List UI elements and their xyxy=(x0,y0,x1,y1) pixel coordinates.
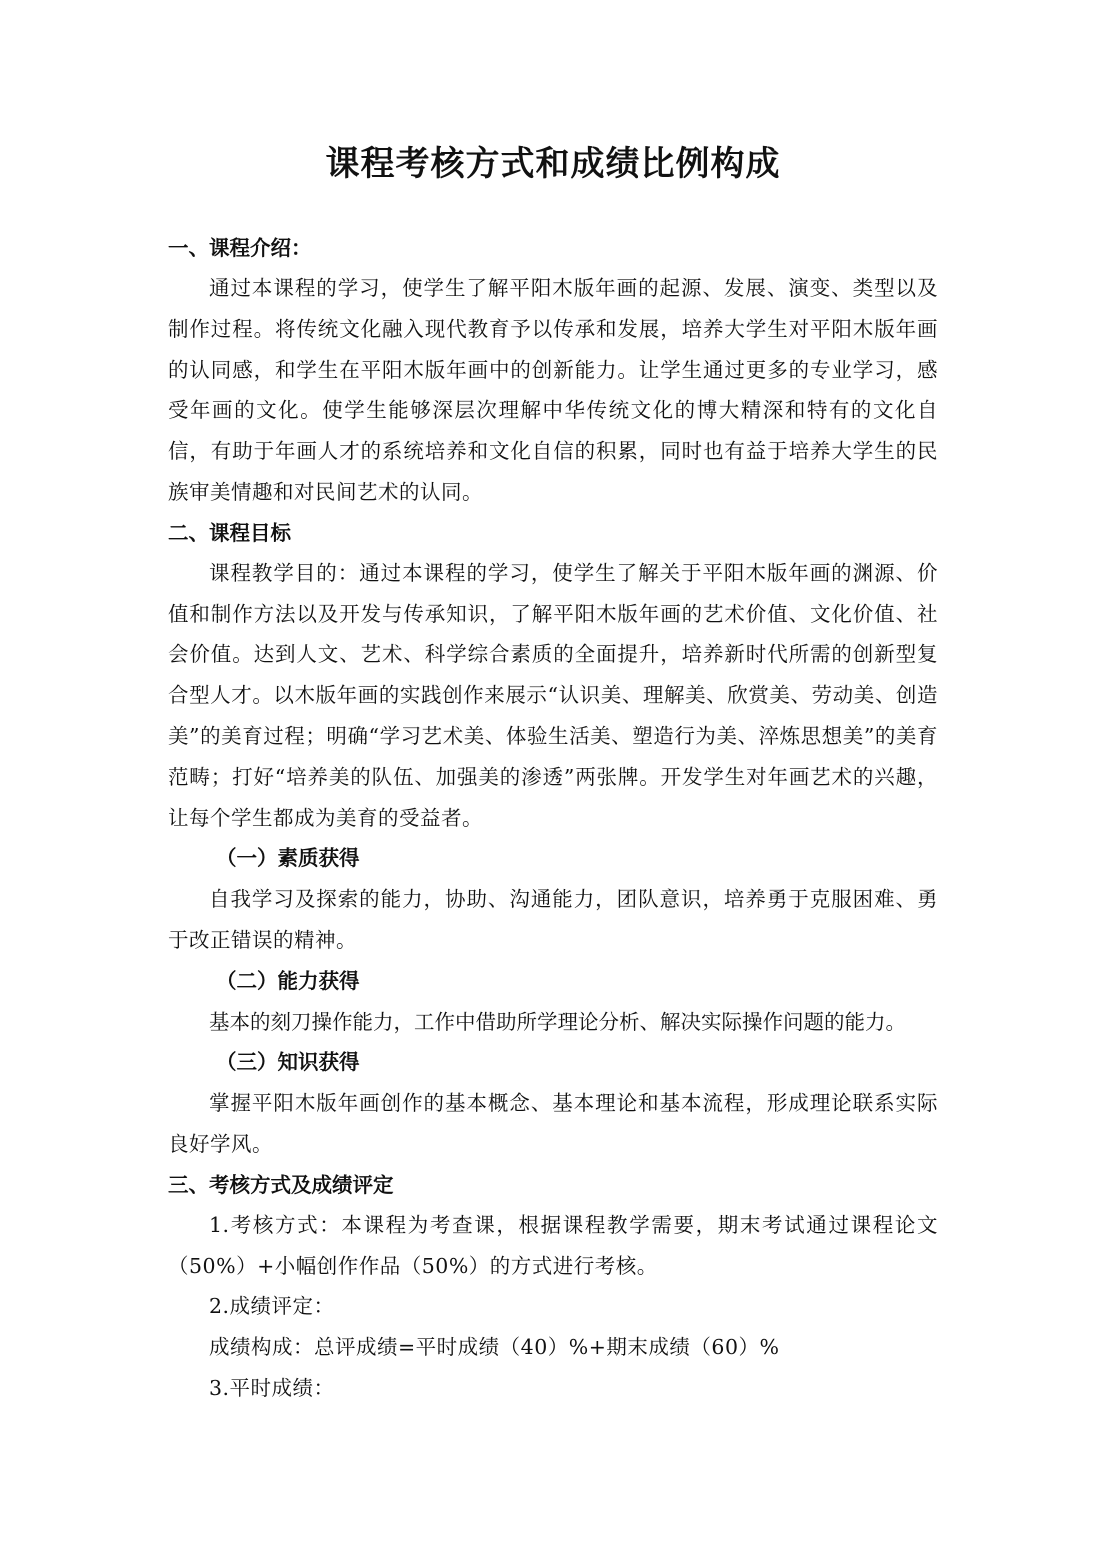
goals-paragraph: 课程教学目的：通过本课程的学习，使学生了解关于平阳木版年画的渊源、价值和制作方法以及开发与传承知识，了解平阳木版年画的艺术价值、文化价值、社会价值。达到人文、艺术、科学综合素质的全面提升，培养新时代所需的创新型复合型人才。以木版年画的实践创作来展示“认识美、理解美、欣赏美、劳动美、创造美”的美育过程；明确“学习艺术美、体验生活美、塑造行为美、淬炼思想美”的美育范畴；打好“培养美的队伍、加强美的渗透”两张牌。开发学生对年画艺术的兴趣，让每个学生都成为美育的受益者。 xyxy=(168,560,938,830)
document-page xyxy=(168,128,938,1409)
ability-paragraph: 基本的刻刀操作能力，工作中借助所学理论分析、解决实际操作问题的能力。 xyxy=(209,1009,906,1034)
subsection-heading-knowledge: （三）知识获得 xyxy=(216,1050,360,1075)
regular-grade-label: 3.平时成绩： xyxy=(209,1375,335,1400)
intro-paragraph: 通过本课程的学习，使学生了解平阳木版年画的起源、发展、演变、类型以及制作过程。将传统文化融入现代教育予以传承和发展，培养大学生对平阳木版年画的认同感，和学生在平阳木版年画中的创新能力。让学生通过更多的专业学习，感受年画的文化。使学生能够深层次理解中华传统文化的博大精深和特有的文化自信，有助于年画人才的系统培养和文化自信的积累，同时也有益于培养大学生的民族审美情趣和对民间艺术的认同。 xyxy=(168,276,938,504)
grading-label: 2.成绩评定： xyxy=(209,1294,335,1319)
document-title: 课程考核方式和成绩比例构成 xyxy=(325,144,781,184)
grade-composition: 成绩构成：总评成绩=平时成绩（40）%+期末成绩（60）% xyxy=(209,1335,780,1360)
section-heading-goals: 二、课程目标 xyxy=(168,520,291,545)
section-heading-assessment: 三、考核方式及成绩评定 xyxy=(168,1172,394,1197)
subsection-heading-ability: （二）能力获得 xyxy=(216,968,360,993)
knowledge-paragraph: 掌握平阳木版年画创作的基本概念、基本理论和基本流程，形成理论联系实际良好学风。 xyxy=(168,1091,938,1156)
assessment-method-paragraph: 1.考核方式：本课程为考查课，根据课程教学需要，期末考试通过课程论文（50%）+小幅创作作品（50%）的方式进行考核。 xyxy=(168,1212,938,1278)
section-heading-intro: 一、课程介绍： xyxy=(168,236,312,260)
subsection-heading-quality: （一）素质获得 xyxy=(216,846,360,871)
quality-paragraph: 自我学习及探索的能力，协助、沟通能力，团队意识，培养勇于克服困难、勇于改正错误的精神。 xyxy=(168,887,938,952)
